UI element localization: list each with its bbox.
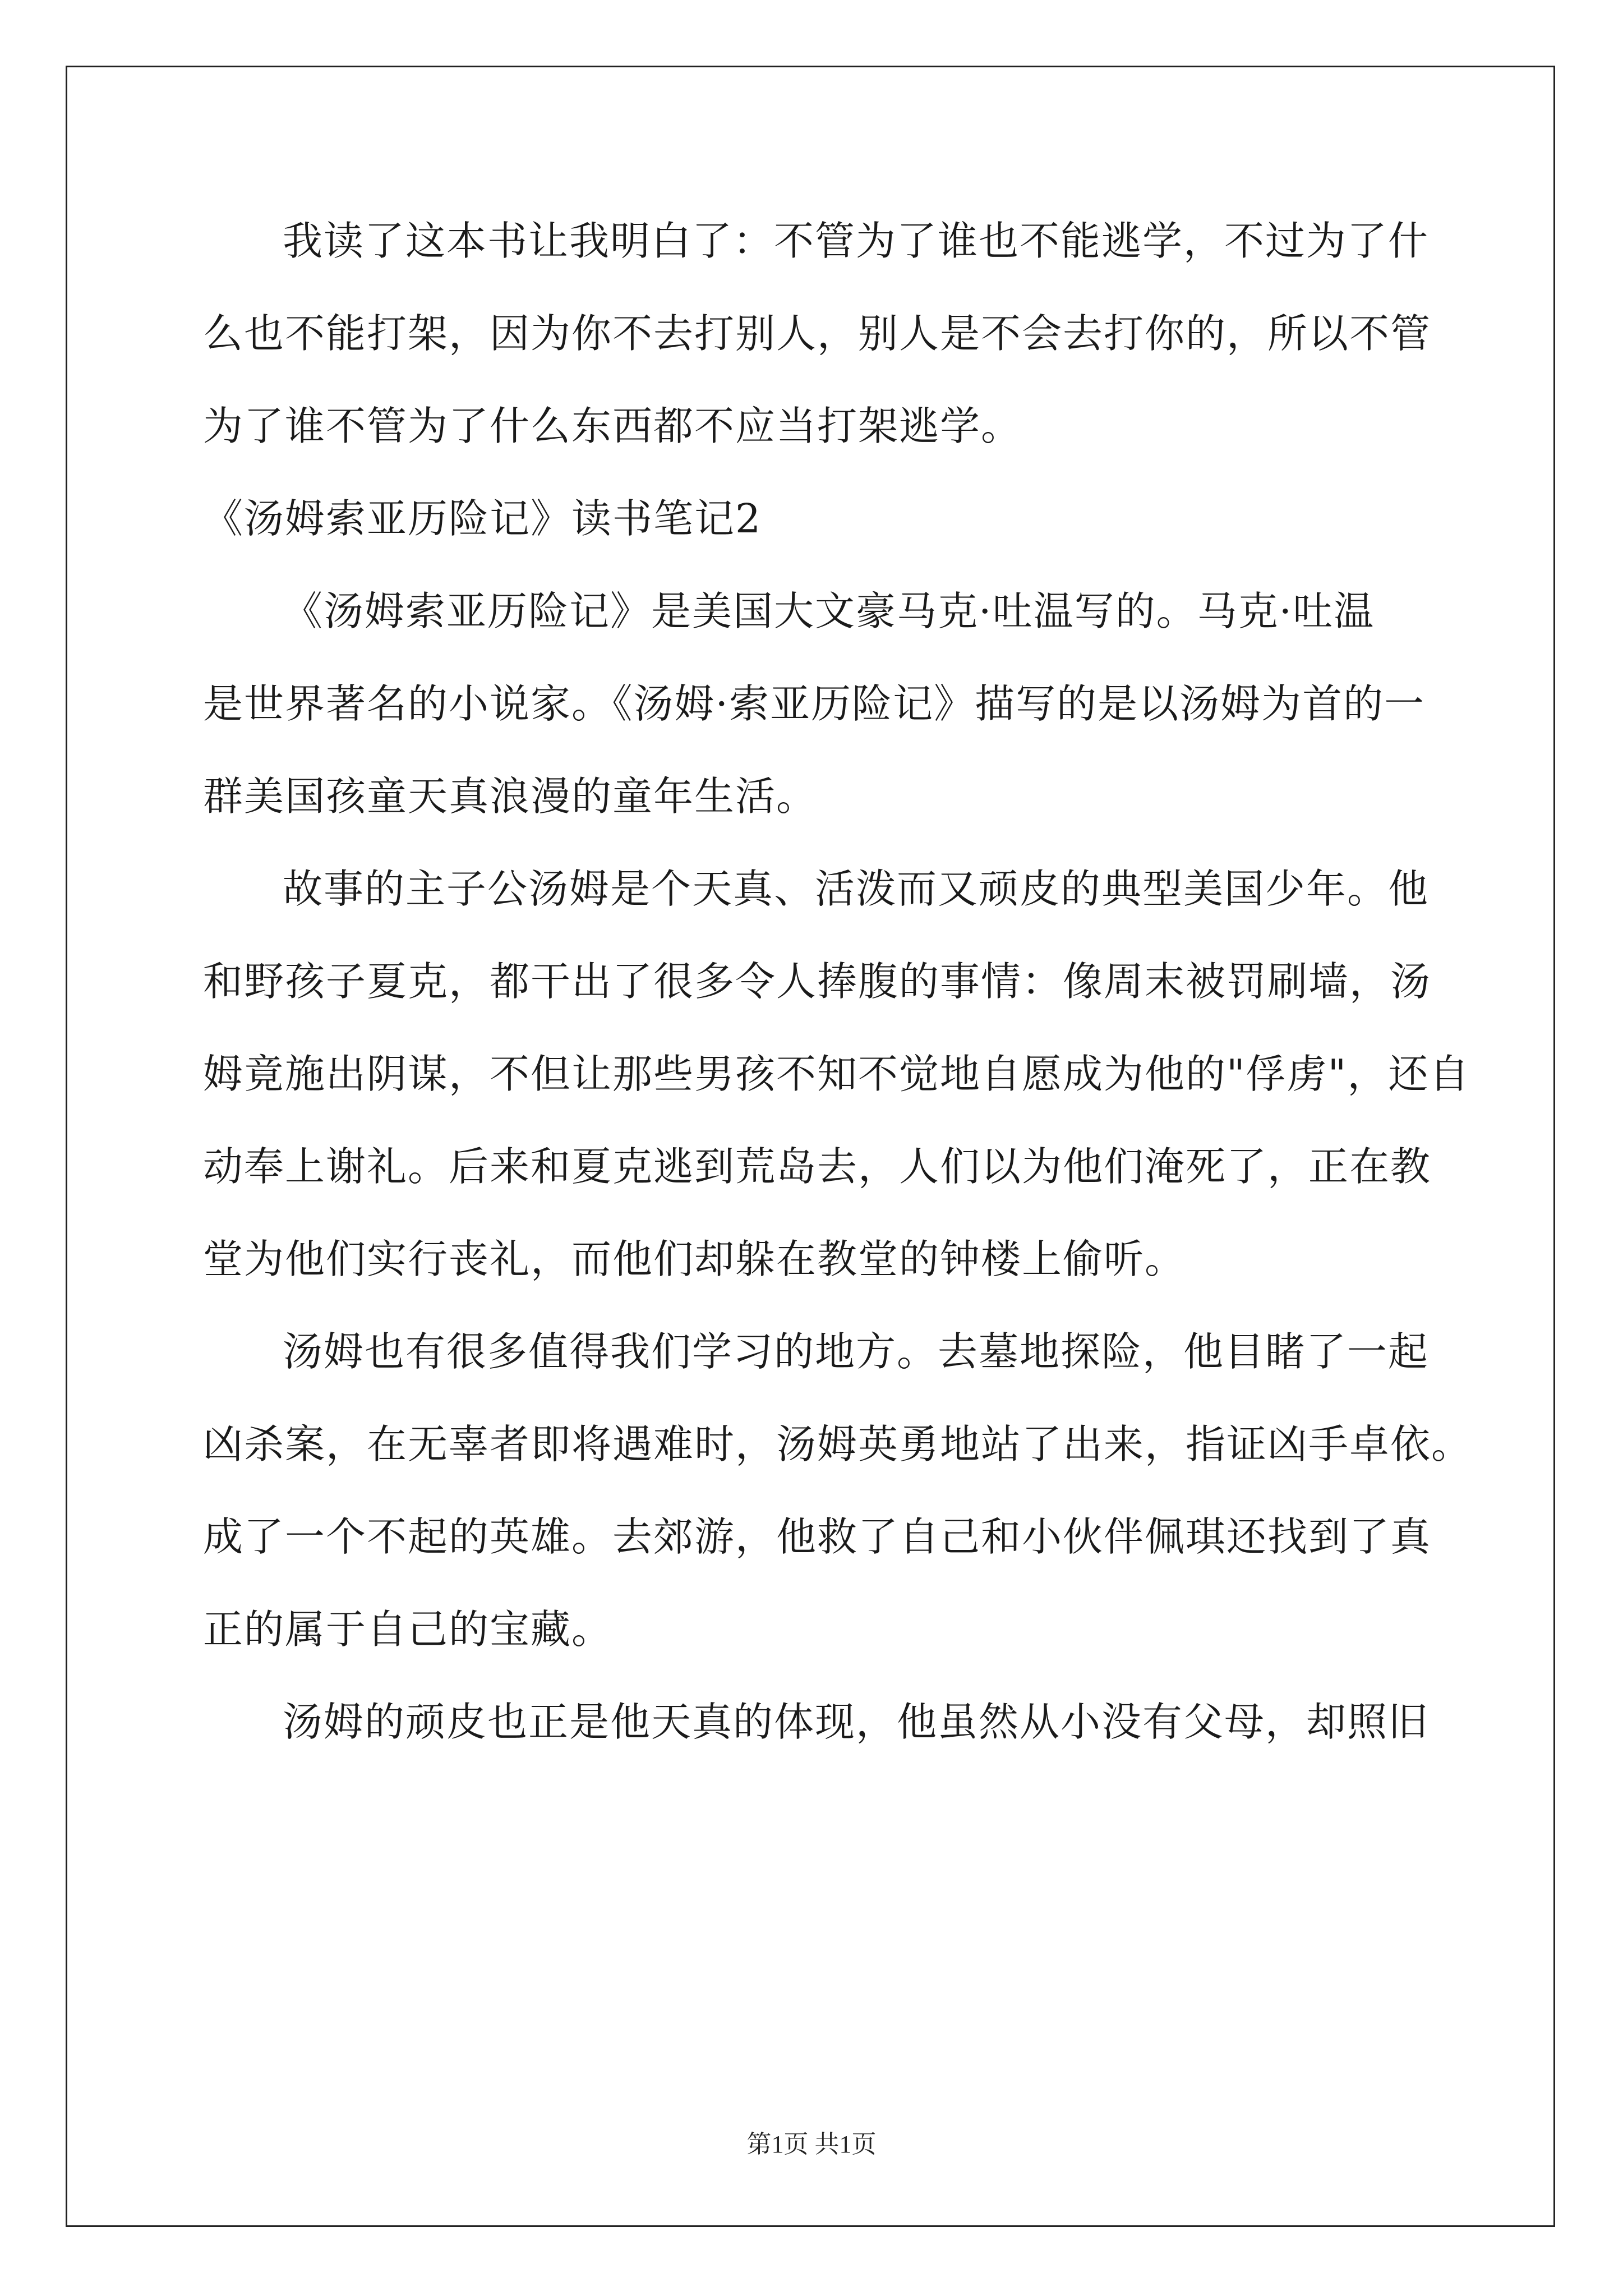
paragraph-5-line-1: 汤姆的顽皮也正是他天真的体现，他虽然从小没有父母，却照旧 [283, 1699, 1430, 1745]
paragraph-4-line-1: 汤姆也有很多值得我们学习的地方。去墓地探险，他目睹了一起 [283, 1328, 1430, 1375]
paragraph-1-line-3: 为了谁不管为了什么东西都不应当打架逃学。 [203, 403, 1022, 449]
page-number-footer: 第1页 共1页 [746, 2131, 877, 2158]
section-heading: 《汤姆索亚历险记》读书笔记2 [203, 495, 762, 542]
paragraph-4-line-2: 凶杀案，在无辜者即将遇难时，汤姆英勇地站了出来，指证凶手卓依。 [203, 1421, 1473, 1467]
paragraph-4-line-4: 正的属于自己的宝藏。 [203, 1606, 613, 1653]
paragraph-3-line-4: 动奉上谢礼。后来和夏克逃到荒岛去，人们以为他们淹死了，正在教 [203, 1143, 1432, 1190]
paragraph-3-line-3: 姆竟施出阴谋，不但让那些男孩不知不觉地自愿成为他的"俘虏"，还自 [203, 1051, 1470, 1097]
paragraph-4-line-3: 成了一个不起的英雄。去郊游，他救了自己和小伙伴佩琪还找到了真 [203, 1513, 1432, 1560]
paragraph-1-line-1: 我读了这本书让我明白了：不管为了谁也不能逃学，不过为了什 [283, 218, 1430, 264]
paragraph-2-line-2: 是世界著名的小说家。《汤姆·索亚历险记》描写的是以汤姆为首的一 [203, 680, 1426, 727]
paragraph-3-line-5: 堂为他们实行丧礼，而他们却躲在教堂的钟楼上偷听。 [203, 1236, 1186, 1282]
paragraph-3-line-2: 和野孩子夏克，都干出了很多令人捧腹的事情：像周末被罚刷墙，汤 [203, 958, 1432, 1005]
paragraph-2-line-3: 群美国孩童天真浪漫的童年生活。 [203, 773, 818, 820]
paragraph-1-line-2: 么也不能打架，因为你不去打别人，别人是不会去打你的，所以不管 [203, 310, 1432, 357]
paragraph-3-line-1: 故事的主子公汤姆是个天真、活泼而又顽皮的典型美国少年。他 [283, 866, 1430, 912]
paragraph-2-line-1: 《汤姆索亚历险记》是美国大文豪马克·吐温写的。马克·吐温 [283, 588, 1375, 634]
